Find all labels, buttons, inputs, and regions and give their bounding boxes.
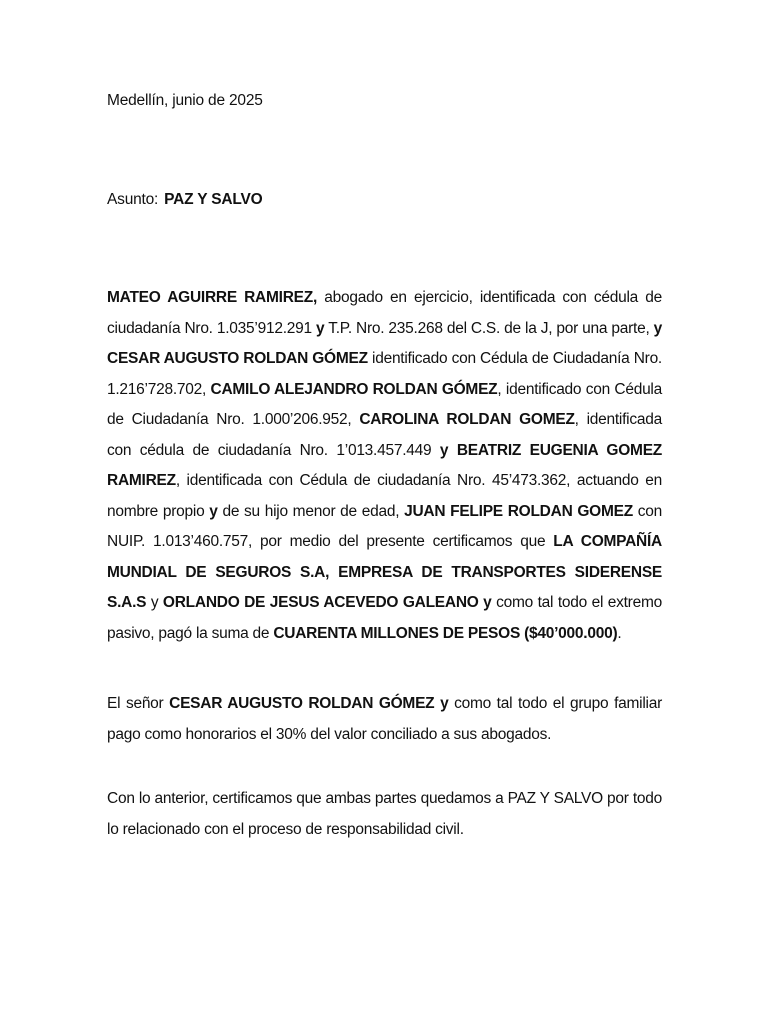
paragraph-honorarios — [107, 689, 662, 750]
subject-label: Asunto: — [107, 191, 159, 208]
text-run: , identificada con Cédula de ciudadanía Nro. 45’473.362, actuando en nombre propio — [107, 472, 662, 520]
bold-text-run: y — [653, 319, 662, 337]
bold-text-run: ORLANDO DE JESUS ACEVEDO GALEANO — [162, 594, 479, 611]
bold-text-run: y — [483, 594, 492, 611]
text-run: y — [146, 594, 163, 611]
text-run: abogado en ejercicio, identificada con cédula de ciudadanía Nro. 1.035’912.291 — [107, 289, 662, 337]
text-run: . — [617, 624, 622, 642]
text-run: T.P. Nro. 235.268 del C.S. de la J, por una parte, — [324, 319, 654, 337]
text-run — [448, 442, 457, 459]
bold-text-run: CAMILO ALEJANDRO ROLDAN GÓMEZ — [210, 380, 498, 398]
bold-text-run: JUAN FELIPE ROLDAN GOMEZ — [404, 502, 633, 520]
bold-text-run: CUARENTA MILLONES DE PESOS ($40’000.000) — [273, 624, 618, 642]
text-run: con NUIP. 1.013’460.757, por medio del presente certificamos que — [107, 502, 662, 550]
paragraph-paz-y-salvo — [107, 784, 662, 845]
bold-text-run: LA COMPAÑÍA MUNDIAL DE SEGUROS S.A, EMPRESA DE TRANSPORTES SIDERENSE S.A.S — [107, 533, 662, 611]
bold-text-run: BEATRIZ EUGENIA GOMEZ RAMIREZ — [107, 441, 663, 489]
text-run: , identificada con cédula de ciudadanía Nro. 1’013.457.449 — [107, 411, 662, 459]
bold-text-run: CESAR AUGUSTO ROLDAN GÓMEZ — [107, 350, 368, 367]
bold-text-run: CAROLINA ROLDAN GOMEZ — [359, 411, 575, 428]
text-run: identificado con Cédula de Ciudadanía Nro. 1.216’728.702, — [107, 350, 662, 398]
text-run: como tal todo el grupo familiar pago como honorarios el 30% del valor conciliado a sus abogados. — [107, 695, 663, 743]
text-run: como tal todo el extremo pasivo, pagó la suma de — [107, 594, 662, 642]
bold-text-run: MATEO AGUIRRE RAMIREZ, — [107, 289, 318, 306]
date-line: Medellín, junio de 2025 — [107, 92, 263, 109]
subject-value: PAZ Y SALVO — [164, 191, 263, 208]
bold-text-run: y — [440, 695, 449, 712]
subject-line — [107, 190, 262, 210]
bold-text-run: y — [209, 502, 218, 520]
bold-text-run: y — [439, 441, 449, 459]
bold-text-run: CESAR AUGUSTO ROLDAN GÓMEZ — [169, 695, 435, 712]
text-run: de su hijo menor de edad, — [217, 502, 405, 520]
paragraph-certification — [107, 283, 662, 649]
text-run: Con lo anterior, certificamos que ambas partes quedamos a PAZ Y SALVO por todo lo relacionado con el proceso de responsabilidad civil. — [107, 790, 662, 838]
text-run: , identificado con Cédula de Ciudadanía Nro. 1.000’206.952, — [107, 380, 662, 428]
bold-text-run: y — [316, 319, 325, 337]
text-run: El señor — [107, 695, 170, 712]
